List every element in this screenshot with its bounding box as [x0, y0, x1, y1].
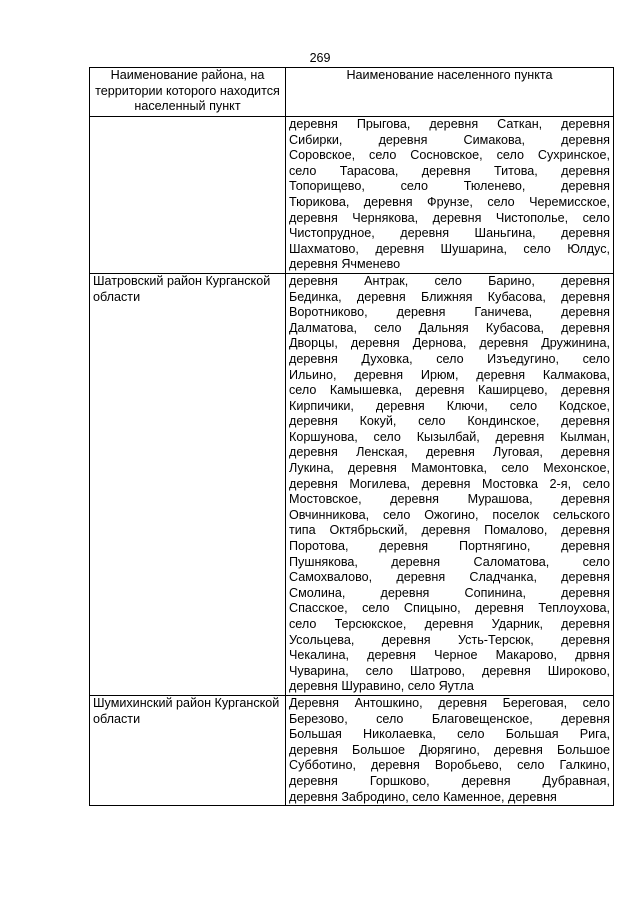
settlement-line: Соровское, село Сосновское, село Сухринское,	[289, 148, 610, 163]
table-header-row	[90, 68, 614, 117]
settlement-line: село Камышевка, деревня Каширцево, деревня	[289, 383, 610, 398]
settlement-line: Коршунова, село Кызылбай, деревня Кылман,	[289, 429, 610, 444]
settlement-line: Самохвалово, деревня Сладчанка, деревня	[289, 570, 610, 585]
settlement-line: Тюрикова, деревня Фрунзе, село Черемисское,	[289, 194, 610, 209]
settlement-line: деревня Шуравино, село Яутла	[289, 679, 474, 694]
settlement-line: село Терсюкское, деревня Ударник, деревня	[289, 617, 610, 631]
settlement-line: Бединка, деревня Ближняя Кубасова, деревня	[289, 289, 610, 304]
settlement-line: деревня Ленская, деревня Луговая, деревня	[289, 445, 610, 460]
settlement-line: Березово, село Благовещенское, деревня	[289, 711, 610, 726]
settlements-cell	[286, 695, 614, 805]
settlement-line: Большая Николаевка, село Большая Рига,	[289, 727, 610, 742]
settlement-line: Дворцы, деревня Дернова, деревня Дружинина,	[289, 336, 610, 351]
table-row	[90, 273, 614, 695]
settlement-line: Далматова, село Дальняя Кубасова, деревня	[289, 320, 610, 335]
settlement-line: Пушнякова, деревня Саломатова, село	[289, 554, 610, 569]
settlement-line: Шахматово, деревня Шушарина, село Юлдус,	[289, 241, 610, 256]
settlement-line: деревня Кокуй, село Кондинское, деревня	[289, 414, 610, 429]
settlement-line: деревня Чернякова, деревня Чистополье, село	[289, 210, 610, 225]
settlement-line: Спасское, село Спицыно, деревня Теплоухова,	[289, 601, 610, 616]
settlements-cell	[286, 117, 614, 274]
settlement-line: Сибирки, деревня Симакова, деревня	[289, 132, 610, 147]
settlements-table	[89, 67, 614, 806]
header-district: Наименование района, на территории которого находится населенный пункт	[90, 68, 286, 117]
settlement-line: Усольцева, деревня Усть-Терсюк, деревня	[289, 632, 610, 647]
settlement-line: Топорищево, село Тюленево, деревня	[289, 179, 610, 194]
district-cell	[90, 117, 286, 274]
settlement-line: Кирпичики, деревня Ключи, село Кодское,	[289, 398, 610, 413]
settlement-line: Лукина, деревня Мамонтовка, село Мехонское,	[289, 461, 610, 476]
settlement-line: Мостовское, деревня Мурашова, деревня	[289, 492, 610, 507]
settlement-line: Деревня Антошкино, деревня Береговая, село	[289, 695, 610, 710]
settlement-line: деревня Ячменево	[289, 257, 401, 272]
district-cell: Шатровский район Курганской области	[90, 273, 286, 695]
settlements-cell	[286, 273, 614, 695]
settlement-line: Овчинникова, село Ожогино, поселок сельского	[289, 507, 610, 522]
settlement-line: Ильино, деревня Ирюм, деревня Калмакова,	[289, 367, 610, 382]
settlement-line: деревня Прыгова, деревня Саткан, деревня	[289, 117, 610, 131]
page-number: 269	[309, 51, 331, 65]
settlement-line: Чекалина, деревня Черное Макарово, дрвня	[289, 648, 610, 663]
table-row	[90, 695, 614, 805]
district-cell: Шумихинский район Курганской области	[90, 695, 286, 805]
settlement-line: Поротова, деревня Портнягино, деревня	[289, 539, 610, 554]
settlement-line: деревня Большое Дюрягино, деревня Большое	[289, 742, 610, 757]
settlement-line: деревня Горшково, деревня Дубравная,	[289, 773, 610, 788]
table-row	[90, 117, 614, 274]
settlement-line: деревня Могилева, деревня Мостовка 2-я, село	[289, 476, 610, 491]
settlement-line: деревня Забродино, село Каменное, деревня	[289, 789, 557, 804]
header-settlement: Наименование населенного пункта	[286, 68, 614, 117]
settlement-line: Чуварина, село Шатрово, деревня Широково,	[289, 663, 610, 678]
settlement-line: Чистопрудное, деревня Шаньгина, деревня	[289, 226, 610, 241]
settlement-line: Смолина, деревня Сопинина, деревня	[289, 585, 610, 600]
settlement-line: Воротниково, деревня Ганичева, деревня	[289, 305, 610, 320]
settlement-line: типа Октябрьский, деревня Помалово, деревня	[289, 523, 610, 538]
settlement-line: Субботино, деревня Воробьево, село Галкино,	[289, 758, 610, 773]
settlement-line: деревня Духовка, село Изъедугино, село	[289, 351, 610, 366]
settlement-line: деревня Антрак, село Барино, деревня	[289, 273, 610, 288]
settlement-line: село Тарасова, деревня Титова, деревня	[289, 163, 610, 178]
